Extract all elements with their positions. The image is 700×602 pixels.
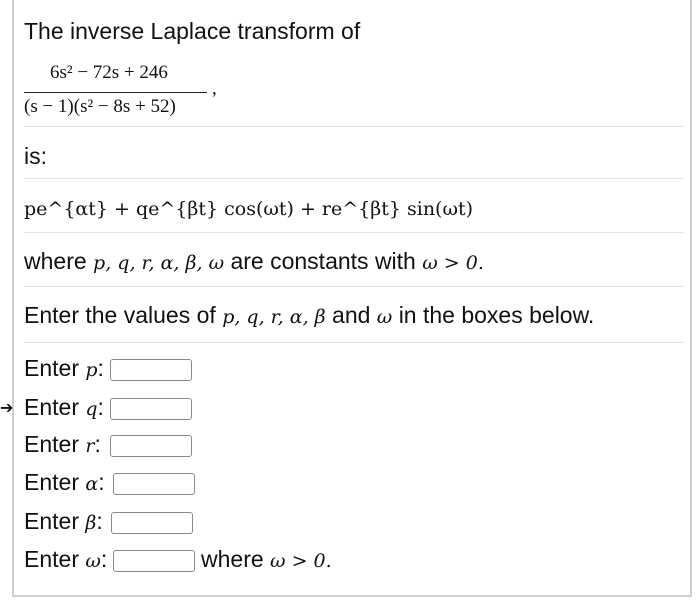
- input-label: Enter: [24, 508, 79, 534]
- omega-note: [201, 546, 332, 573]
- enter-vars: p, q, r, α, β: [222, 306, 326, 328]
- enter-instructions: [24, 302, 594, 329]
- input-row-p: Enter p:: [24, 355, 104, 381]
- omega-input[interactable]: [113, 550, 195, 572]
- expression: [24, 198, 473, 220]
- input-label: Enter: [24, 355, 79, 381]
- question-intro: The inverse Laplace transform of: [24, 18, 361, 44]
- beta-input[interactable]: [111, 512, 193, 534]
- enter-prefix: Enter the values of: [24, 302, 216, 328]
- fraction-bar: [24, 92, 207, 93]
- enter-suffix: in the boxes below.: [398, 302, 595, 328]
- input-var: q: [85, 398, 98, 420]
- input-var: r: [85, 435, 95, 457]
- input-var: β: [85, 512, 97, 534]
- fraction-denominator: (s − 1)(s² − 8s + 52): [24, 96, 176, 117]
- input-var: ω: [85, 550, 101, 572]
- where-word: where: [24, 248, 87, 274]
- fraction-comma: ,: [212, 78, 217, 99]
- input-row-omega: Enter ω:: [24, 546, 108, 572]
- divider: [24, 286, 684, 287]
- arrow-icon: ➔: [0, 400, 14, 417]
- and-text: and: [332, 302, 371, 328]
- constants-list: p, q, r, α, β, ω: [93, 252, 225, 274]
- divider: [24, 126, 684, 127]
- omega-note-cond: ω > 0.: [270, 550, 332, 572]
- input-var: α: [85, 473, 99, 495]
- are-constants-text: are constants with: [230, 248, 416, 274]
- divider: [24, 178, 684, 179]
- input-label: Enter: [24, 546, 79, 572]
- expression-text: pe^{αt} + qe^{βt} cos(ωt) + re^{βt} sin(ωt): [24, 198, 474, 220]
- q-input[interactable]: [110, 398, 192, 420]
- divider: [24, 232, 684, 233]
- input-label: Enter: [24, 469, 79, 495]
- divider: [24, 342, 684, 343]
- input-row-q: Enter q:: [24, 394, 104, 420]
- fraction-numerator: 6s² − 72s + 246: [50, 62, 168, 83]
- omega-condition: ω > 0.: [422, 252, 484, 274]
- omega-note-where: where: [201, 546, 264, 572]
- is-label: is:: [24, 143, 47, 169]
- alpha-input[interactable]: [113, 473, 195, 495]
- omega-symbol: ω: [376, 306, 393, 328]
- r-input[interactable]: [110, 435, 192, 457]
- input-label: Enter: [24, 431, 79, 457]
- input-label: Enter: [24, 394, 79, 420]
- input-var: p: [85, 359, 98, 381]
- input-row-r: Enter r:: [24, 431, 101, 457]
- input-row-beta: Enter β:: [24, 508, 103, 534]
- p-input[interactable]: [110, 359, 192, 381]
- where-line: [24, 248, 484, 275]
- input-row-alpha: Enter α:: [24, 469, 105, 495]
